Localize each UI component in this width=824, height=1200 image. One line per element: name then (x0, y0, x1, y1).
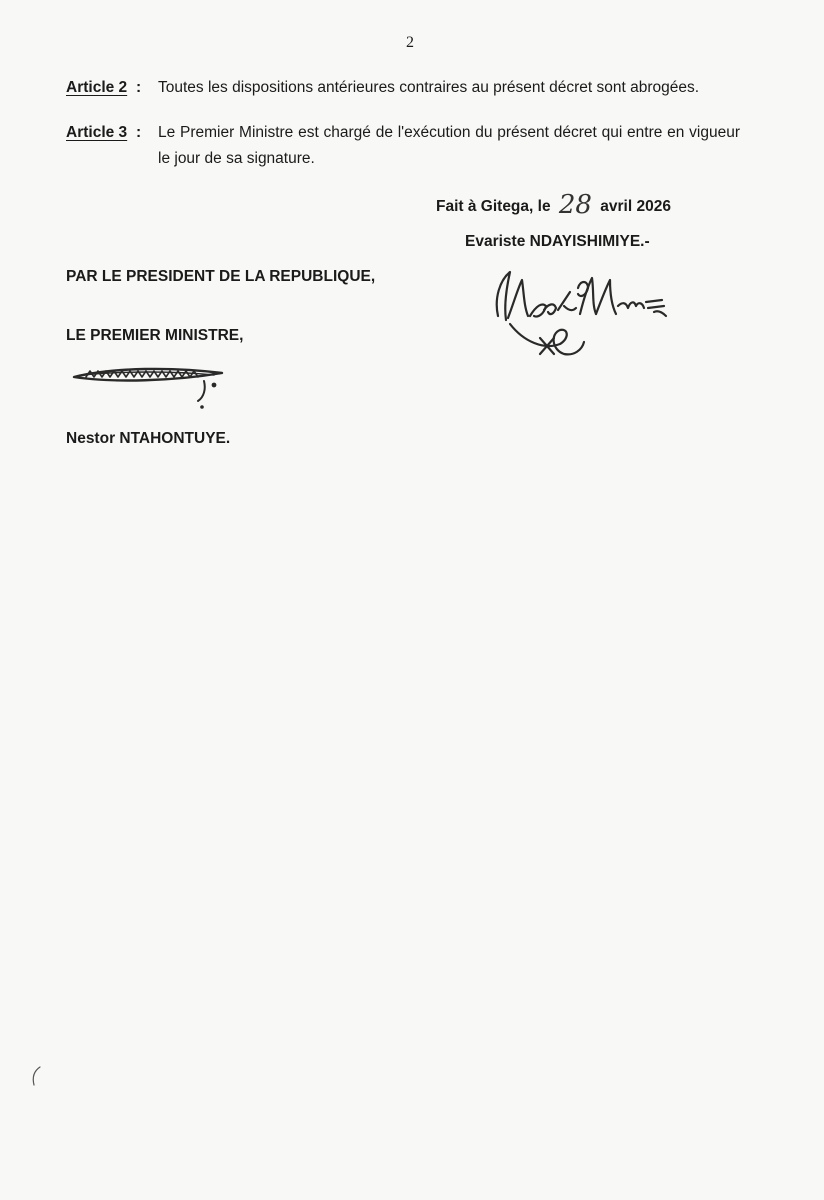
handwritten-day: 28 (558, 190, 592, 220)
article-separator: : (136, 79, 142, 96)
place-and-date (436, 188, 671, 218)
article-text: Le Premier Ministre est chargé de l'exécution du présent décret qui entre en vigueur le jour de sa signature. (158, 124, 740, 167)
month-year: avril 2026 (600, 198, 671, 215)
prime-minister-name: Nestor NTAHONTUYE. (66, 430, 231, 447)
president-name: Evariste NDAYISHIMIYE.- (465, 233, 650, 250)
article-label: Article 2 (66, 79, 128, 96)
countersign-heading: PAR LE PRESIDENT DE LA REPUBLIQUE, (66, 268, 376, 285)
prime-minister-signature (64, 355, 234, 415)
page-number: 2 (406, 34, 414, 51)
article-text: Toutes les dispositions antérieures contraires au présent décret sont abrogées. (158, 79, 700, 96)
prime-minister-title: LE PREMIER MINISTRE, (66, 327, 244, 344)
article-label: Article 3 (66, 124, 128, 141)
margin-pen-mark (30, 1065, 44, 1087)
place-prefix: Fait à Gitega, le (436, 198, 551, 215)
article-separator: : (136, 124, 142, 141)
president-signature (484, 258, 694, 368)
